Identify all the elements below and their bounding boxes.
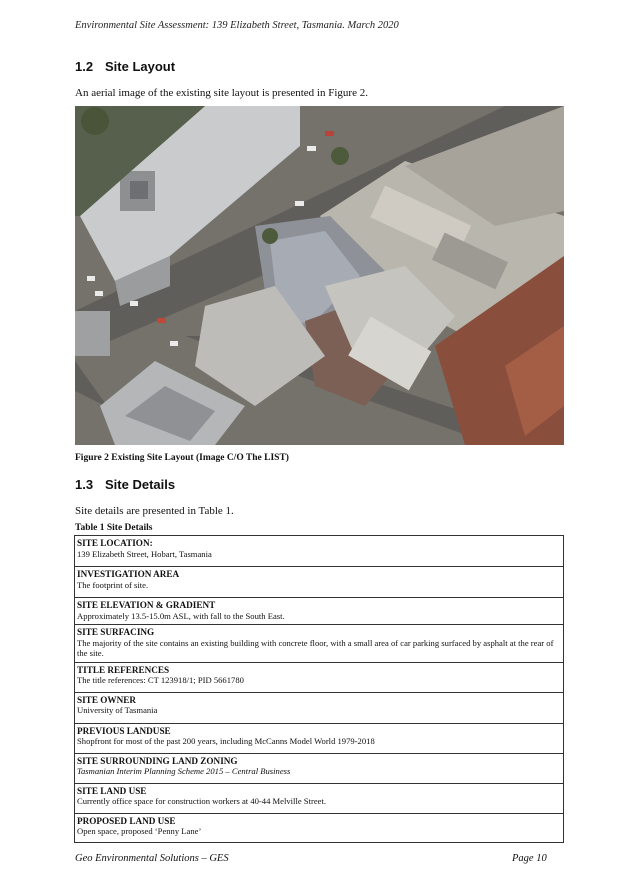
footer-company: Geo Environmental Solutions – GES [75,853,229,864]
section-number: 1.2 [75,59,94,74]
row-value: 139 Elizabeth Street, Hobart, Tasmania [77,548,212,559]
row-label: TITLE REFERENCES [77,664,170,675]
row-value: Tasmanian Interim Planning Scheme 2015 – Central Business [77,766,291,776]
running-header: Environmental Site Assessment: 139 Elizabeth Street, Tasmania. March 2020 [75,20,399,31]
table-row [75,723,564,753]
section-heading-site-layout [75,59,175,74]
row-label: SITE SURFACING [77,627,155,637]
table-title: Table 1 Site Details [75,523,153,533]
site-details-table [74,535,564,843]
row-label: SITE LOCATION: [77,538,153,548]
row-value: Currently office space for construction workers at 40-44 Melville Street. [77,796,326,806]
figure-caption: Figure 2 Existing Site Layout (Image C/O The LIST) [75,453,289,463]
section-title: Site Details [105,477,176,492]
table-row [75,692,564,723]
section-number: 1.3 [75,477,94,492]
section-heading-site-details [75,477,175,492]
site-details-paragraph: Site details are presented in Table 1. [75,505,234,517]
table-row [75,662,564,692]
section-title: Site Layout [105,59,176,74]
table-row [75,567,564,598]
table-row [75,753,564,783]
aerial-image [75,106,564,445]
row-label: SITE SURROUNDING LAND ZONING [77,755,238,766]
row-label: PREVIOUS LANDUSE [77,725,171,736]
row-label: SITE ELEVATION & GRADIENT [77,600,216,610]
row-value: Approximately 13.5-15.0m ASL, with fall to the South East. [77,610,285,621]
row-value: University of Tasmania [77,705,158,715]
row-value: Open space, proposed ‘Penny Lane’ [77,826,202,836]
row-value: The majority of the site contains an existing building with concrete floor, with a small area of car parking surfaced by asphalt at the rear of the site. [77,637,554,658]
footer-page-number: Page 10 [512,853,547,864]
table-row [75,625,564,663]
row-label: INVESTIGATION AREA [77,569,180,579]
row-label: PROPOSED LAND USE [77,815,176,826]
row-value: The footprint of site. [77,579,149,590]
row-value: The title references: CT 123918/1; PID 5661780 [77,675,244,685]
row-label: SITE OWNER [77,694,136,705]
table-row [75,598,564,625]
table-row [75,813,564,842]
table-row [75,536,564,567]
row-label: SITE LAND USE [77,785,147,796]
row-value: Shopfront for most of the past 200 years, including McCanns Model World 1979-2018 [77,736,375,746]
site-layout-paragraph: An aerial image of the existing site layout is presented in Figure 2. [75,87,368,99]
table-row [75,783,564,813]
